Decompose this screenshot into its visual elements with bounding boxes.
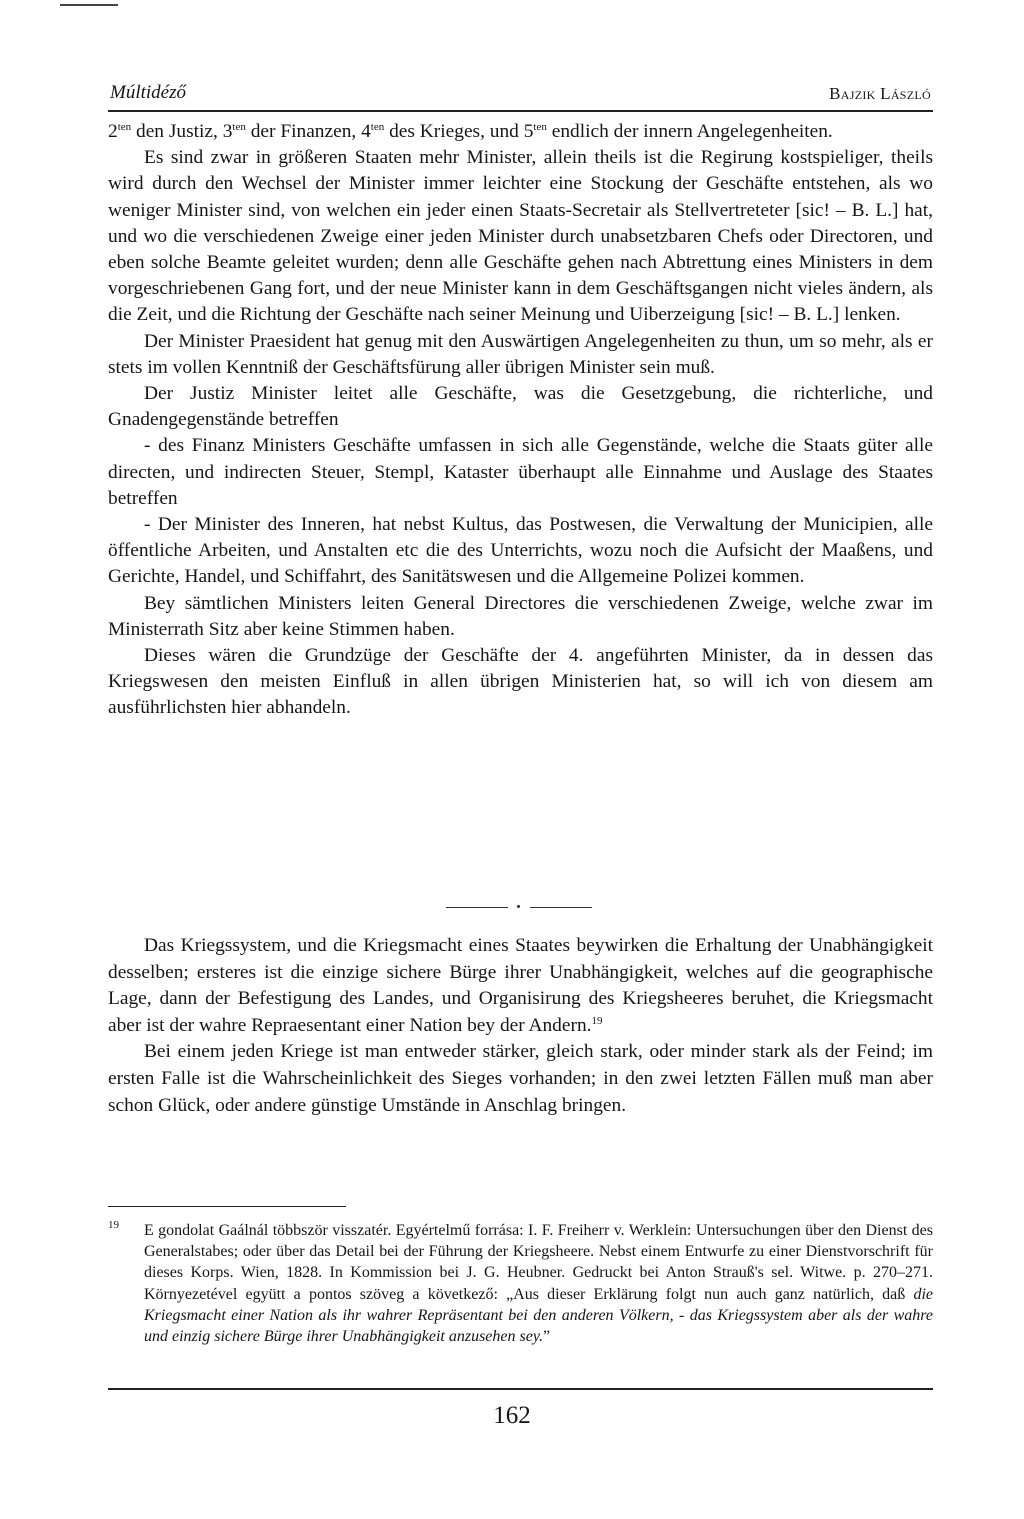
footnote (108, 1220, 933, 1347)
paragraph-ministries-list: $2^{ten}$ den Justiz, $3^{ten}$ der Finanzen, $4^{ten}$ des Krieges, und $5^{ten}$ endlich der innern Angelegenheiten. (108, 121, 833, 142)
paragraph: Bei einem jeden Kriege ist man entweder stärker, gleich stark, oder minder stark als der Feind; im ersten Falle ist die Wahrscheinlichkeit des Sieges vorhanden; in den zwei letzten Fällen muß man aber schon Glück, oder andere günstige Umstände in Anschlag bringen. (108, 1041, 933, 1116)
paragraph: Das Kriegssystem, und die Kriegsmacht eines Staates beywirken die Erhaltung der Unabhängigkeit desselben; ersteres ist die einzige sichere Bürge ihrer Unabhängigkeit, welches auf die geographische Lage, dann der Befestigung des Landes, und Organisirung des Kriegsheeres beruhet, die Kriegsmacht aber ist der wahre Repraesentant einer Nation bey der Andern.$^{19}$ (108, 935, 933, 1036)
separator-line-left (446, 907, 508, 908)
top-edge-rule (60, 4, 118, 6)
footnote-text: E gondolat Gaálnál többször visszatér. Egyértelmű forrása: I. F. Freiherr v. Werklein: Untersuchungen über den Dienst des Generalstabes; oder über das Detail bei der Führung der Kriegsheere. Nebst einem Entwurfe zu einer Dienstvorschrift für dieses Korps. Wien, 1828. In Kommission bei J. G. Heubner. Gedruckt bei Anton Strauß's sel. Witwe. p. 270–271. Környezetével együtt a pontos szöveg a következő: „Aus dieser Erklärung folgt nun auch ganz natürlich, daß die Kriegsmacht einer Nation als ihr wahrer Repräsentant bei den anderen Völkern, - das Kriegssystem aber als der wahre und einzig sichere Bürge ihrer Unabhängigkeit anzusehen sey.” (144, 1222, 933, 1346)
section-separator (446, 903, 594, 913)
bottom-rule (108, 1388, 933, 1390)
separator-line-right (530, 907, 592, 908)
page-number: 162 (493, 1402, 531, 1429)
footnote-number: 19 (108, 1219, 119, 1231)
footnote-ref: 19 (591, 1014, 603, 1027)
author-name: Bajzik László (829, 84, 931, 103)
paragraph: Es sind zwar in größeren Staaten mehr Minister, allein theils ist die Regirung kostspieliger, theils wird durch den Wechsel der Minister immer leichter eine Stockung der Geschäfte entstehen, als wo weniger Minister sind, von welchen ein jeder einen Staats-Secretair als Stellvertreteter [sic! – B. L.] hat, und wo die verschiedenen Zweige einer jeden Minister durch unabsetzbaren Chefs oder Directoren, und eben solche Beamte geleitet wurden; denn alle Geschäfte gehen nach Abtrettung eines Ministers in dem vorgeschriebenen Gang fort, und der neue Minister kann in dem Geschäftsgangen nicht vieles ändern, als die Zeit, und die Richtung der Geschäfte nach seiner Meinung und Uiberzeigung [sic! – B. L.] lenken. (108, 147, 933, 326)
separator-dot (517, 905, 520, 908)
main-text-section-2 (108, 933, 933, 1119)
paragraph: Bey sämtlichen Ministers leiten General Directores die verschiedenen Zweige, welche zwar im Ministerrath Sitz aber keine Stimmen haben. (108, 592, 933, 640)
journal-title: Múltidéző (110, 82, 186, 103)
paragraph: Dieses wären die Grundzüge der Geschäfte der 4. angeführten Minister, da in dessen das Kriegswesen den meisten Einfluß in allen übrigen Ministerien hat, so will ich von diesem am ausführlichsten hier abhandeln. (108, 645, 933, 719)
paragraph: Der Minister Praesident hat genug mit den Auswärtigen Angelegenheiten zu thun, um so mehr, als er stets im vollen Kenntniß der Geschäftsfürung aller übrigen Minister sein muß. (108, 330, 933, 378)
paragraph: Der Justiz Minister leitet alle Geschäfte, was die Gesetzgebung, die richterliche, und Gnadengegenstände betreffen (108, 383, 933, 431)
paragraph: - des Finanz Ministers Geschäfte umfassen in sich alle Gegenstände, welche die Staats güter alle directen, und indirecten Steuer, Stempl, Kataster überhaupt alle Einnahme und Auslage des Staates betreffen (108, 435, 933, 509)
main-text (108, 119, 933, 722)
running-header (108, 78, 933, 112)
footnote-rule (108, 1206, 346, 1207)
paragraph: - Der Minister des Inneren, hat nebst Kultus, das Postwesen, die Verwaltung der Municipien, alle öffentliche Arbeiten, und Anstalten etc die des Unterrichts, wozu noch die Aufsicht der Maaßens, und Gerichte, Handel, und Schiffahrt, des Sanitätswesen und die Allgemeine Polizei kommen. (108, 514, 933, 588)
